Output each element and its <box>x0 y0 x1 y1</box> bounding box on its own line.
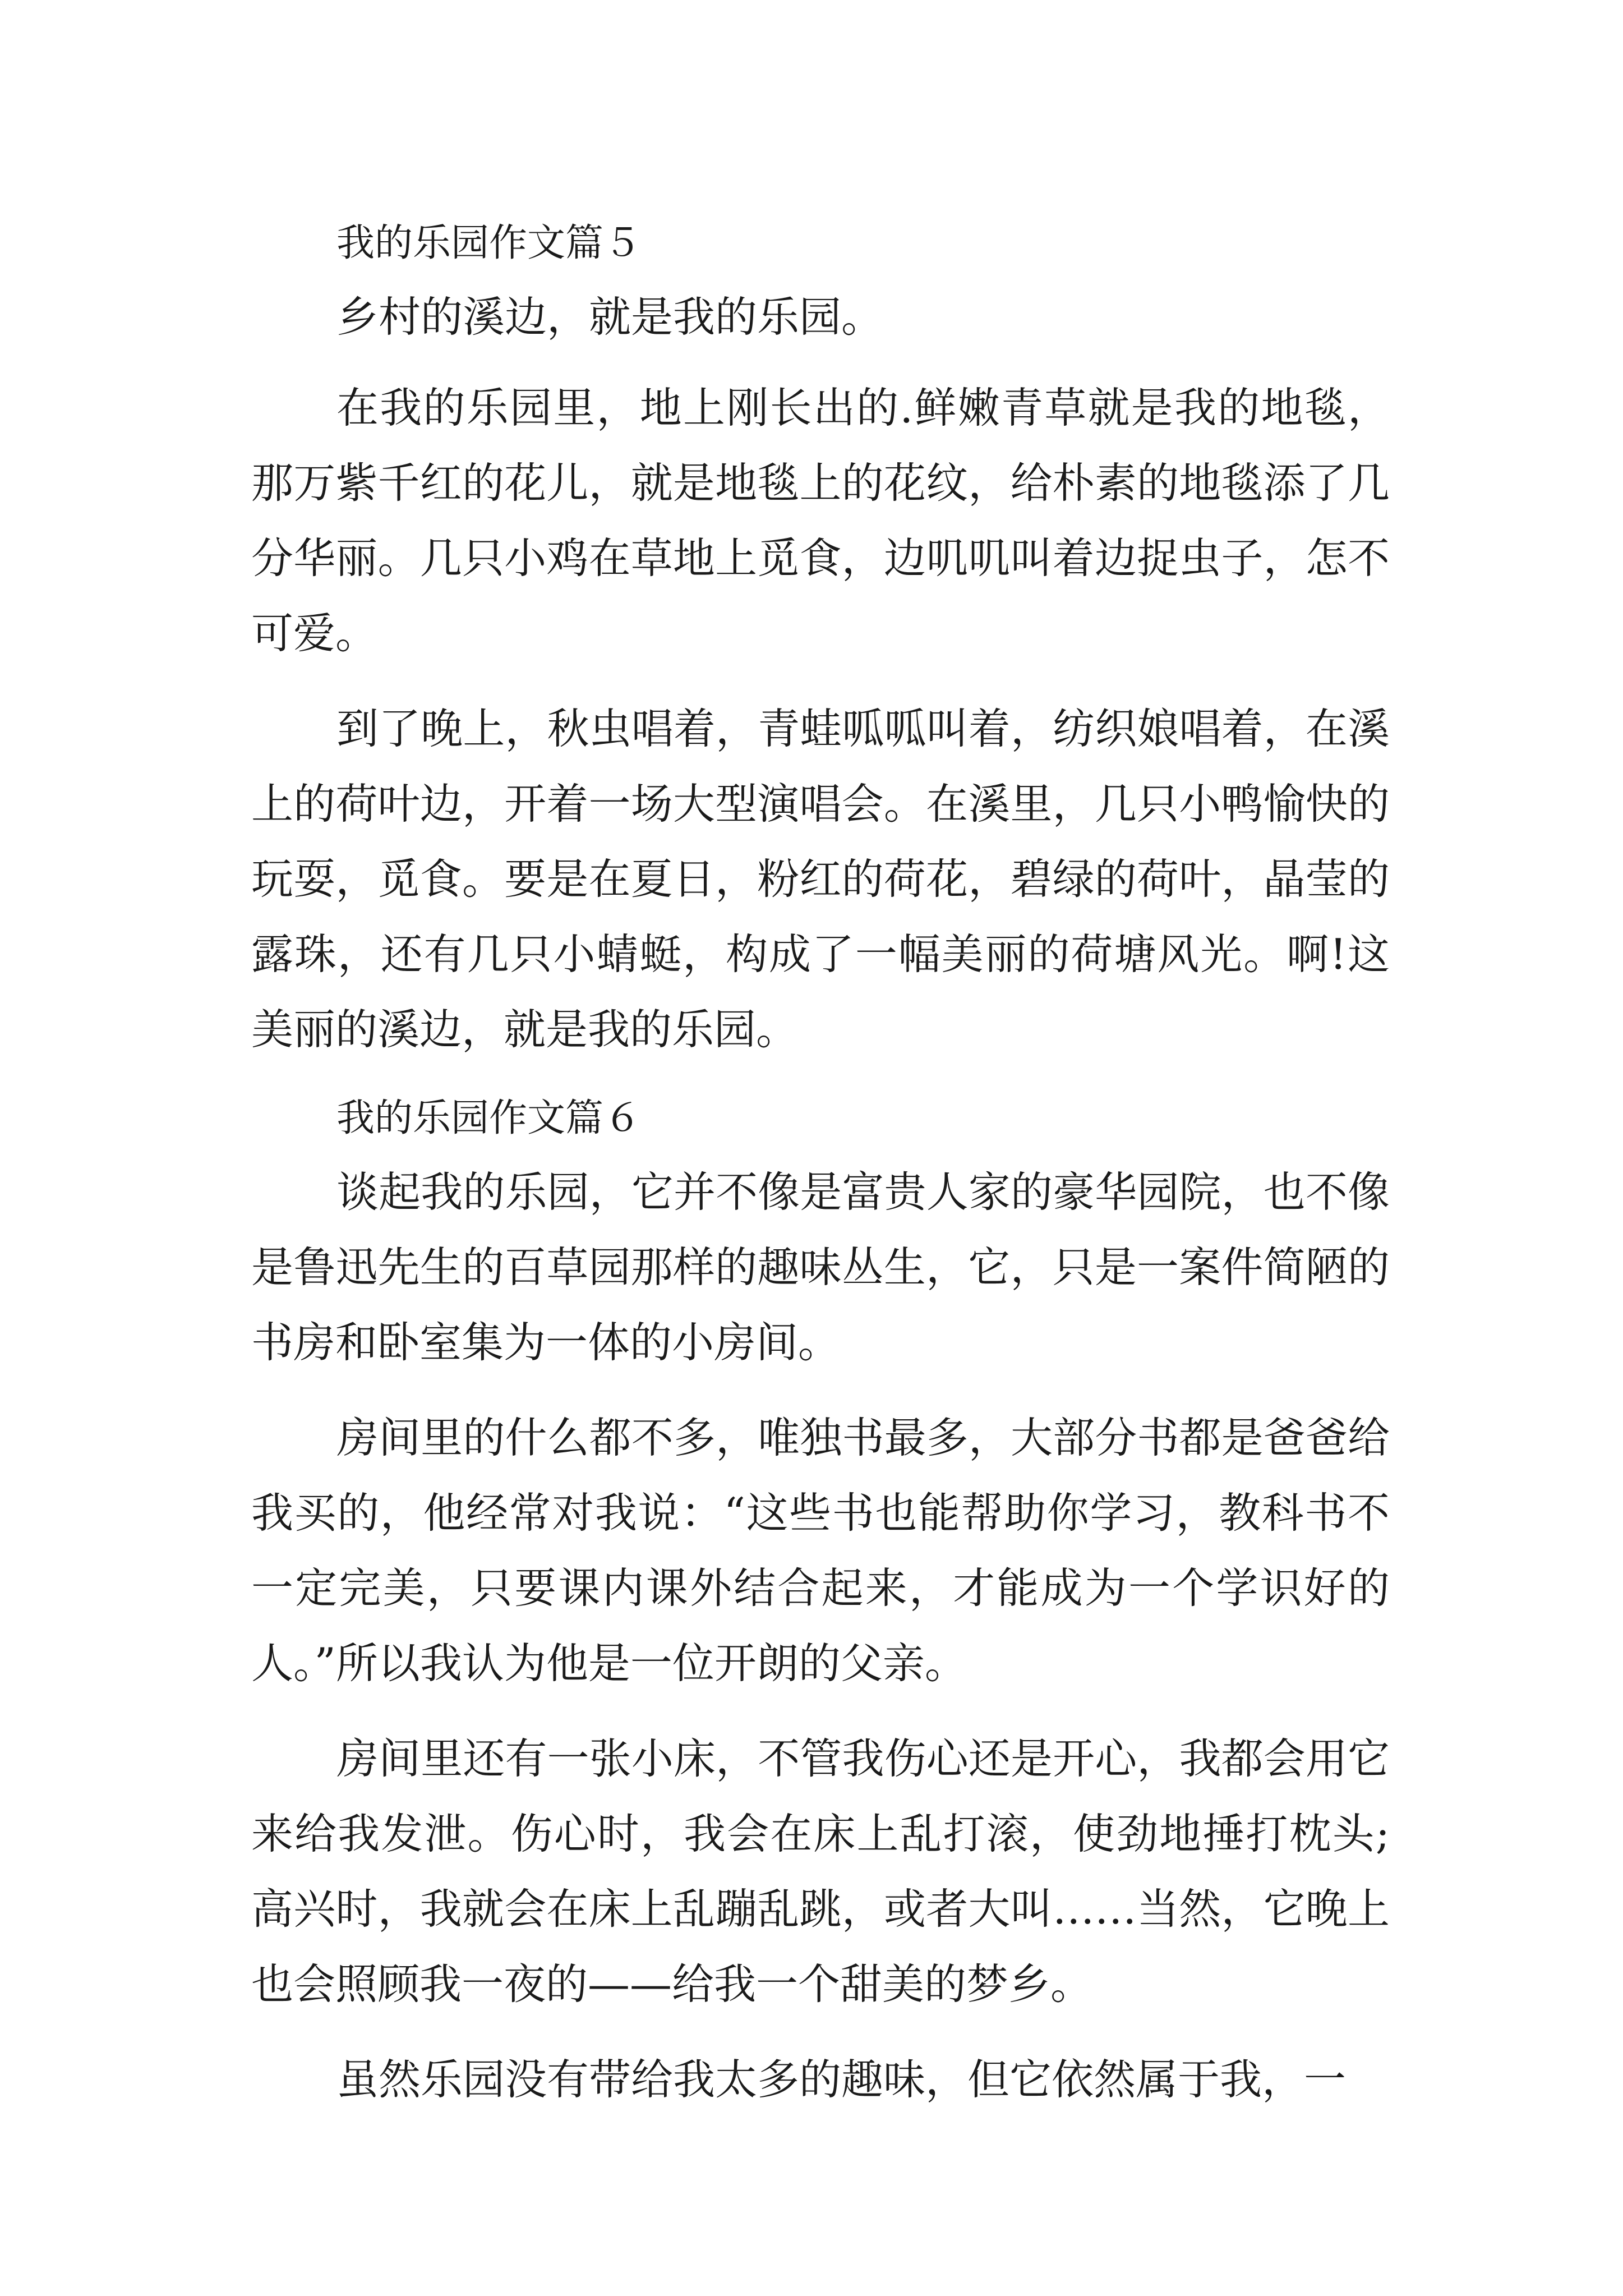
essay-heading-5: 我的乐园作文篇５ <box>336 221 642 265</box>
paragraph: 到了晚上，秋虫唱着，青蛙呱呱叫着，纺织娘唱着，在溪上的荷叶边，开着一场大型演唱会。在溪里，几只小鸭愉快的玩耍，觅食。要是在夏日，粉红的荷花，碧绿的荷叶，晶莹的露珠，还有几只小蜻蜓，构成了一幅美丽的荷塘风光。啊!这美丽的溪边，就是我的乐园。 <box>251 704 1390 1054</box>
document-body <box>251 208 1390 2137</box>
paragraph: 房间里还有一张小床，不管我伤心还是开心，我都会用它来给我发泄。伤心时，我会在床上乱打滚，使劲地捶打枕头;高兴时，我就会在床上乱蹦乱跳，或者大叫……当然，它晚上也会照顾我一夜的——给我一个甜美的梦乡。 <box>251 1734 1390 2009</box>
essay-heading-6: 我的乐园作文篇６ <box>336 1096 642 1140</box>
paragraph: 房间里的什么都不多，唯独书最多，大部分书都是爸爸给我买的，他经常对我说：“这些书也能帮助你学习，教科书不一定完美，只要课内课外结合起来，才能成为一个学识好的人。”所以我认为他是一位开朗的父亲。 <box>251 1413 1390 1688</box>
paragraph: 虽然乐园没有带给我太多的趣味，但它依然属于我，一 <box>336 2055 1347 2104</box>
paragraph: 谈起我的乐园，它并不像是富贵人家的豪华园院，也不像是鲁迅先生的百草园那样的趣味丛生，它，只是一案件简陋的书房和卧室集为一体的小房间。 <box>251 1167 1390 1367</box>
paragraph: 在我的乐园里，地上刚长出的.鲜嫩青草就是我的地毯，那万紫千红的花儿，就是地毯上的花纹，给朴素的地毯添了几分华丽。几只小鸡在草地上觅食，边叽叽叫着边捉虫子，怎不可爱。 <box>251 383 1390 658</box>
paragraph: 乡村的溪边，就是我的乐园。 <box>336 292 884 342</box>
